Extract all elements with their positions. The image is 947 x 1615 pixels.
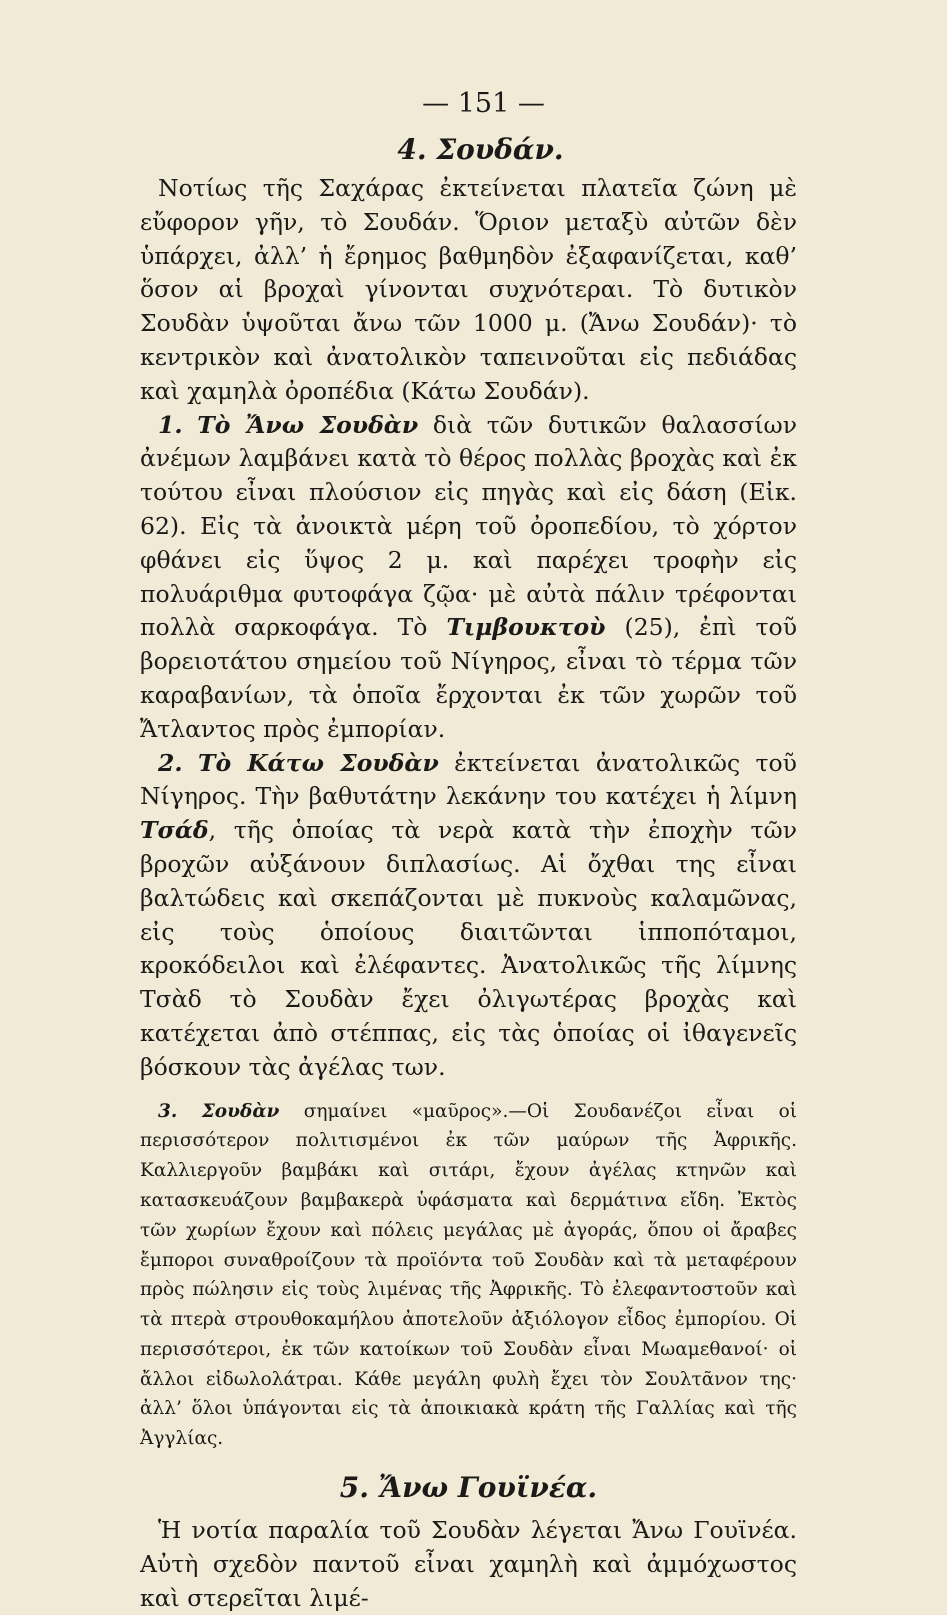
section-5-heading-title: Ἄνω Γουϊνέα. bbox=[378, 1471, 598, 1505]
timbuktu-term: Τιμβουκτοὺ bbox=[446, 613, 606, 642]
paragraph-upper-sudan bbox=[140, 409, 797, 747]
paragraph-1-text-a: διὰ τῶν δυτικῶν θαλασσίων ἀνέμων λαμβάνει κατὰ τὸ θέρος πολλὰς βροχὰς καὶ ἐκ τούτου εἶναι πλούσιον εἰς πηγὰς καὶ εἰς δάση (Εἰκ. 62). Εἰς τὰ ἀνοικτὰ μέρη τοῦ ὀροπεδίου, τὸ χόρτον φθάνει εἰς ὕψος 2 μ. καὶ παρέχει τροφὴν εἰς πολυάριθμα φυτοφάγα ζῷα· μὲ αὐτὰ πάλιν τρέφονται πολλὰ σαρκοφάγα. Τὸ bbox=[140, 410, 797, 642]
chad-term: Τσάδ bbox=[140, 816, 209, 845]
paragraph-1-number: 1. bbox=[158, 410, 183, 439]
sudan-term: Σουδὰν bbox=[201, 1100, 280, 1122]
section-5-heading bbox=[140, 1468, 797, 1508]
section-4-note bbox=[140, 1097, 797, 1455]
section-4-body bbox=[140, 172, 797, 1085]
section-5-heading-number: 5. bbox=[339, 1471, 370, 1505]
paragraph-sudan-meaning bbox=[140, 1097, 797, 1455]
paragraph-1-text-b: (25), ἐπὶ τοῦ βορειοτάτου σημείου τοῦ Νίγηρος, εἶναι τὸ τέρμα τῶν καραβανίων, τὰ ὁποῖα ἔρχονται ἐκ τῶν χωρῶν τοῦ Ἄτλαντος πρὸς ἐμπορίαν. bbox=[140, 613, 797, 743]
section-5-text: Ἡ νοτία παραλία τοῦ Σουδὰν λέγεται Ἄνω Γουϊνέα. Αὐτὴ σχεδὸν παντοῦ εἶναι χαμηλὴ καὶ ἀμμόχωστος καὶ στερεῖται λιμέ- bbox=[140, 1516, 797, 1612]
section-4-intro: Νοτίως τῆς Σαχάρας ἐκτείνεται πλατεῖα ζώνη μὲ εὔφορον γῆν, τὸ Σουδάν. Ὅριον μεταξὺ αὐτῶν δὲν ὑπάρχει, ἀλλ’ ἡ ἔρημος βαθμηδὸν ἐξαφανίζεται, καθ’ ὅσον αἱ βροχαὶ γίνονται συχνότεραι. Τὸ δυτικὸν Σουδὰν ὑψοῦται ἄνω τῶν 1000 μ. (Ἄνω Σουδάν)· τὸ κεντρικὸν καὶ ἀνατολικὸν ταπεινοῦται εἰς πεδιάδας καὶ χαμηλὰ ὀροπέδια (Κάτω Σουδάν). bbox=[140, 174, 797, 405]
section-4-heading-number: 4. bbox=[397, 133, 427, 166]
section-5-body bbox=[140, 1514, 797, 1615]
paragraph-3-number: 3. bbox=[158, 1100, 178, 1122]
page-number: — 151 — bbox=[422, 88, 545, 119]
section-4-heading-title: Σουδάν. bbox=[436, 133, 564, 166]
paragraph-2-text-b: , τῆς ὁποίας τὰ νερὰ κατὰ τὴν ἐποχὴν τῶν βροχῶν αὐξάνουν διπλασίως. Αἱ ὄχθαι της εἶναι βαλτώδεις καὶ σκεπάζονται μὲ πυκνοὺς καλαμῶνας, εἰς τοὺς ὁποίους διαιτῶνται ἱπποπόταμοι, κροκόδειλοι καὶ ἐλέφαντες. Ἀνατολικῶς τῆς λίμνης Τσὰδ τὸ Σουδὰν ἔχει ὀλιγωτέρας βροχὰς καὶ κατέχεται ἀπὸ στέππας, εἰς τὰς ὁποίας οἱ ἰθαγενεῖς βόσκουν τὰς ἀγέλας των. bbox=[140, 816, 797, 1081]
upper-sudan-term: Τὸ Ἄνω Σουδὰν bbox=[197, 410, 419, 439]
section-4-heading bbox=[164, 130, 797, 170]
paragraph-3-text: σημαίνει «μαῦρος».—Οἱ Σουδανέζοι εἶναι οἱ περισσότερον πολιτισμένοι ἐκ τῶν μαύρων τῆς Ἀφρικῆς. Καλλιεργοῦν βαμβάκι καὶ σιτάρι, ἔχουν ἀγέλας κτηνῶν καὶ κατασκευάζουν βαμβακερὰ ὑφάσματα καὶ δερμάτινα εἴδη. Ἐκτὸς τῶν χωρίων ἔχουν καὶ πόλεις μεγάλας μὲ ἀγοράς, ὅπου οἱ ἄραβες ἔμποροι συναθροίζουν τὰ προϊόντα τοῦ Σουδὰν καὶ τὰ μεταφέρουν πρὸς πώλησιν εἰς τοὺς λιμένας τῆς Ἀφρικῆς. Τὸ ἐλεφαντοστοῦν καὶ τὰ πτερὰ στρουθοκαμήλου ἀποτελοῦν ἀξιόλογον εἶδος ἐμπορίου. Οἱ περισσότεροι, ἐκ τῶν κατοίκων τοῦ Σουδὰν εἶναι Μωαμεθανοί· οἱ ἄλλοι εἰδωλολάτραι. Κάθε μεγάλη φυλὴ ἔχει τὸν Σουλτᾶνον της· ἀλλ’ ὅλοι ὑπάγονται εἰς τὰ ἀποικιακὰ κράτη τῆς Γαλλίας καὶ τῆς Ἀγγλίας. bbox=[140, 1100, 797, 1450]
paragraph-2-number: 2. bbox=[158, 748, 183, 777]
lower-sudan-term: Τὸ Κάτω Σουδὰν bbox=[197, 748, 439, 777]
paragraph-lower-sudan bbox=[140, 747, 797, 1085]
paragraph-2-text-a: ἐκτείνεται ἀνατολικῶς τοῦ Νίγηρος. Τὴν βαθυτάτην λεκάνην του κατέχει ἡ λίμνη bbox=[140, 748, 797, 811]
